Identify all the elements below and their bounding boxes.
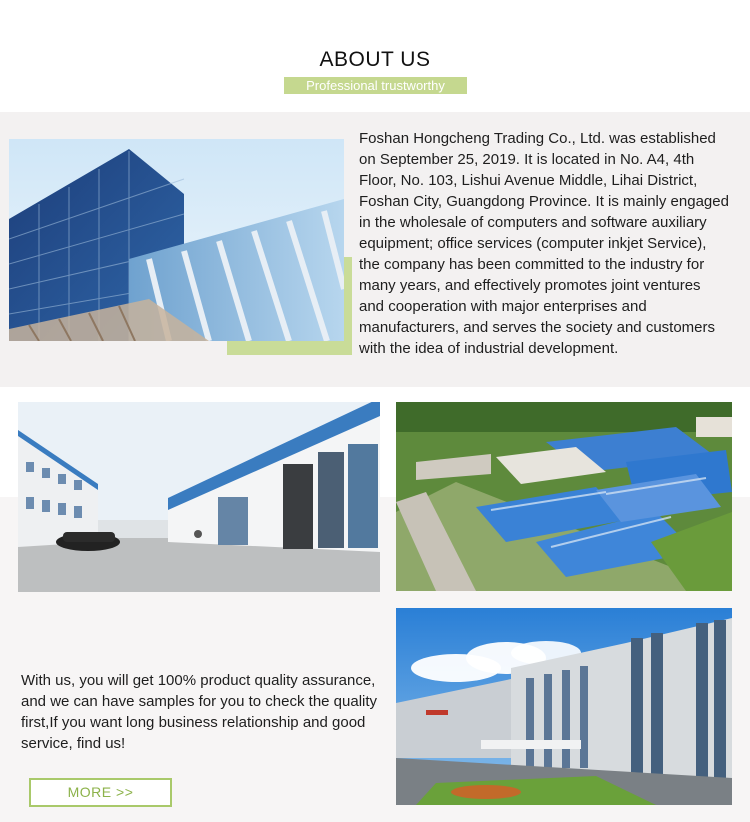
company-intro-text: Foshan Hongcheng Trading Co., Ltd. was established on September 25, 2019. It is located in No. A4, 4th Floor, No. 103, Lishui Avenue Middle, Lihai District, Foshan City, Guangdong Province. It is mainly engaged in the wholesale of computers and software auxiliary equipment; office services (computer inkjet Service), the company has been committed to the industry for many years, and effectively promotes joint ventures and cooperation with major enterprises and manufacturers, and serves the society and customers with the idea of industrial development.: [359, 130, 729, 357]
page-title: ABOUT US: [319, 48, 431, 71]
header-section: [0, 0, 750, 112]
aerial-factory-photo: [396, 402, 732, 591]
page-subtitle-badge: Professional trustworthy: [284, 77, 467, 94]
modern-factory-building-photo: [396, 608, 732, 805]
warehouse-courtyard-photo: [18, 402, 380, 592]
office-building-photo: [9, 139, 344, 341]
more-button[interactable]: MORE >>: [29, 778, 172, 807]
promo-text: With us, you will get 100% product quality assurance, and we can have samples for you to check the quality first,If you want long business relationship and good service, find us!: [21, 672, 378, 752]
